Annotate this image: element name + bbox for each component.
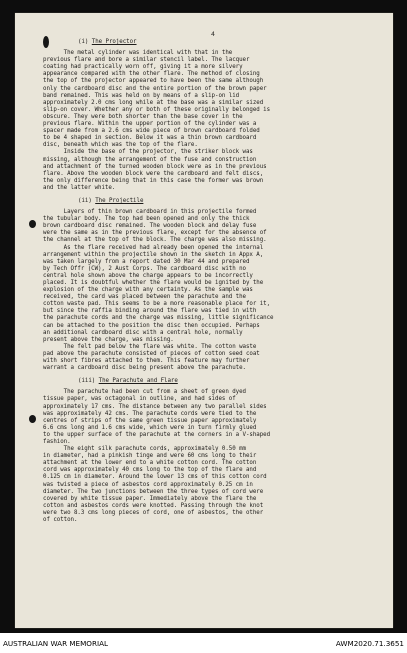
- text-line: fashion.: [43, 438, 71, 445]
- text-line: explosion of the charge with any certainty. As the sample was: [43, 287, 253, 294]
- text-line: appearance compared with the other flare. The method of closing: [43, 71, 260, 78]
- page-number: 4: [211, 30, 215, 38]
- text-line: The eight silk parachute cords, approximately 0.50 mm: [43, 446, 246, 453]
- text-line: and the latter white.: [43, 184, 116, 191]
- text-line: can be attached to the position the disc then occupied. Perhaps: [43, 322, 260, 329]
- text-line: by Tech Offr (CW), 2 Aust Corps. The cardboard disc with no: [43, 265, 246, 272]
- text-line: central hole shown above the charge appears to be incorrectly: [43, 272, 253, 279]
- archive-footer: [0, 633, 407, 653]
- text-line: previous flare and bore a similar stencil label. The lacquer: [43, 57, 250, 64]
- section-title: The Parachute and Flare: [98, 378, 178, 385]
- text-line: diameter. The two junctions between the three types of cord were: [43, 488, 264, 495]
- text-line: covered by white tissue paper. Immediately above the flare the: [43, 495, 257, 502]
- text-line: disc, beneath which was the top of the flare.: [43, 142, 198, 149]
- text-line: centres of strips of the same green tissue paper approximately: [43, 417, 257, 424]
- text-line: slip-on cover. Whether any or both of these originally belonged is: [43, 106, 271, 113]
- text-line: arrangement within the projectile shown in the sketch in Appx A,: [43, 251, 264, 258]
- text-line: brown cardboard disc remained. The wooden block and delay fuse: [43, 223, 257, 230]
- text-line: and attachment of the turned wooden block were as in the previous: [43, 163, 267, 170]
- punch-hole: [29, 415, 36, 423]
- text-line: received, the card was placed between the parachute and the: [43, 294, 246, 301]
- text-line: with short fibres attached to them. This feature may further: [43, 358, 250, 365]
- text-line: Layers of thin brown cardboard in this projectile formed: [43, 209, 257, 216]
- text-line: of cotton.: [43, 517, 78, 523]
- punch-hole: [29, 220, 36, 228]
- text-line: only the cardboard disc and the entire portion of the brown paper: [43, 85, 267, 92]
- text-line: the only difference being that in this case the former was brown: [43, 177, 264, 184]
- text-line: pad above the parachute consisted of pieces of cotton seed coat: [43, 350, 260, 357]
- text-line: to the upper surface of the parachute at the corners in a V-shaped: [43, 431, 271, 438]
- text-line: tissue paper, was octagonal in outline, and had sides of: [43, 396, 236, 403]
- text-line: the channel at the top of the block. The charge was also missing.: [43, 237, 267, 244]
- text-line: was taken largely from a report dated 30 Mar 44 and prepared: [43, 258, 250, 265]
- text-line: cord was approximately 40 cms long to the top of the flare and: [43, 467, 257, 474]
- text-line: attachment at the lower end to a white cotton cord. The cotton: [43, 460, 257, 467]
- text-line: The parachute had been cut from a sheet of green dyed: [43, 389, 246, 396]
- text-line: 6.6 cms long and 1.6 cms wide, which were in turn firmly glued: [43, 424, 257, 431]
- footer-institution: AUSTRALIAN WAR MEMORIAL: [3, 639, 108, 648]
- text-line: spacer made from a 2.6 cms wide piece of brown cardboard folded: [43, 128, 260, 135]
- text-line: was approximately 42 cms. The parachute cords were tied to the: [43, 410, 257, 417]
- text-line: the top of the projector appeared to have been the same although: [43, 78, 264, 85]
- text-line: coating had practically worn off, giving it a more silvery: [43, 64, 243, 71]
- text-line: placed. It is doubtful whether the flare would be ignited by the: [43, 280, 264, 286]
- text-line: The metal cylinder was identical with that in the: [43, 50, 233, 57]
- text-line: cotton and asbestos cords were knotted. Passing through the knot: [43, 502, 264, 509]
- section-number: (ii): [78, 197, 92, 204]
- footer-accession-number: AWM2020.71.3651: [335, 639, 404, 648]
- text-line: were the same as in the previous flare, except for the absence of: [43, 230, 267, 237]
- section-title: The Projector: [91, 39, 137, 45]
- section-number: (i): [78, 39, 89, 45]
- text-line: cotton waste pad. This seems to be a more reasonable place for it,: [43, 301, 271, 308]
- text-line: approximately 2.0 cms long while at the base was a similar sized: [43, 99, 264, 106]
- text-line: Inside the base of the projector, the striker block was: [43, 149, 253, 156]
- section-heading: [43, 378, 373, 385]
- section-heading: [43, 198, 373, 205]
- text-line: the tubular body. The top had been opened and only the thick: [43, 216, 250, 223]
- text-line: to be 4 shaped in section. Below it was a thin brown cardboard: [43, 135, 257, 142]
- text-line: The felt pad below the flare was white. The cotton waste: [43, 343, 257, 350]
- text-line: previous flare. Within the upper portion of the cylinder was a: [43, 121, 257, 128]
- text-line: approximately 17 cms. The distance between any two parallel sides: [43, 403, 267, 410]
- section-number: (iii): [78, 378, 96, 385]
- text-line: but since the raffia binding around the flare was tied in with: [43, 308, 257, 315]
- text-line: As the flare received had already been opened the internal: [43, 244, 264, 251]
- text-line: flare. Above the wooden block were the cardboard and felt discs,: [43, 170, 264, 177]
- text-line: band remained. This was held on by means of a slip-on lid: [43, 92, 240, 99]
- text-line: were two 8.3 cms long pieces of cord, one of asbestos, the other: [43, 509, 264, 516]
- section-title: The Projectile: [95, 197, 144, 204]
- text-line: an additional cardboard disc with a central hole, normally: [43, 329, 243, 336]
- text-line: 0.125 cm in diameter. Around the lower 13 cms of this cotton cord: [43, 474, 267, 481]
- text-line: warrant a cardboard disc being present above the parachute.: [43, 365, 246, 372]
- document-body: [43, 39, 373, 530]
- text-line: the parachute cords and the charge was missing, little significance: [43, 315, 274, 322]
- section-heading: [43, 39, 373, 46]
- text-line: present above the charge, was missing.: [43, 336, 174, 343]
- text-line: obscure. They were both shorter than the base cover in the: [43, 113, 243, 120]
- text-line: in diameter, had a pinkish tinge and were 60 cms long to their: [43, 453, 257, 460]
- text-line: was twisted a piece of asbestos cord approximately 0.25 cm in: [43, 481, 253, 488]
- text-line: missing, although the arrangement of the fuse and construction: [43, 156, 257, 163]
